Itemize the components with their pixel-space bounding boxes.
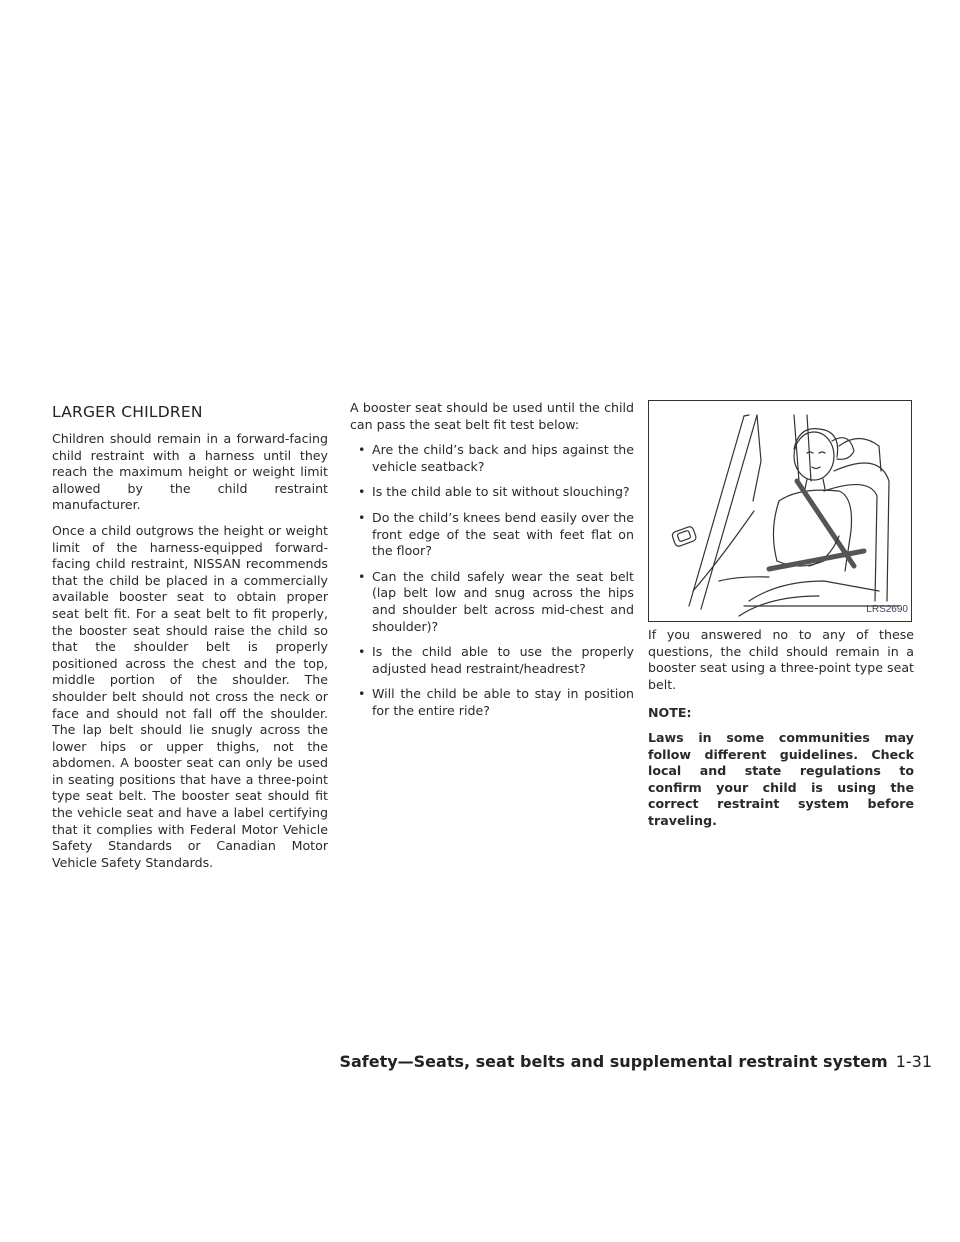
bullet-icon: • — [358, 568, 366, 584]
note-label: NOTE: — [648, 705, 692, 721]
note-text: Laws in some communities may follow different guidelines. Check local and state regulations to confirm your child is using the correct restraint system before traveling. — [648, 729, 914, 828]
footer-section-title: Safety—Seats, seat belts and supplemental restraint system — [339, 1052, 888, 1071]
child-booster-seat-illustration — [648, 400, 912, 622]
fit-test-list — [350, 442, 634, 719]
list-item: • Is the child able to sit without slouching? — [358, 484, 630, 500]
fit-test-intro: A booster seat should be used until the child can pass the seat belt fit test below: — [350, 400, 634, 432]
list-item: • Is the child able to use the properly adjusted head restraint/headrest? — [358, 644, 634, 676]
bullet-icon: • — [358, 442, 366, 458]
column-1 — [52, 402, 328, 871]
list-item: • Will the child be able to stay in position for the entire ride? — [358, 686, 634, 718]
bullet-icon: • — [358, 509, 366, 525]
page-footer — [339, 1052, 932, 1071]
paragraph-forward-facing: Children should remain in a forward-facing child restraint with a harness until they reach the maximum height or weight limit allowed by the child restraint manufacturer. — [52, 431, 328, 513]
list-item: • Are the child’s back and hips against the vehicle seatback? — [358, 442, 634, 474]
bullet-icon: • — [358, 484, 366, 500]
figure-code: LRS2690 — [866, 604, 908, 616]
column-2 — [350, 400, 634, 729]
section-heading: LARGER CHILDREN — [52, 403, 203, 421]
page-number: 1-31 — [895, 1052, 932, 1071]
paragraph-booster-seat: Once a child outgrows the height or weight limit of the harness-equipped forward-facing child restraint, NISSAN recommends that the child be placed in a commercially available booster seat to obtain proper seat belt fit. For a seat belt to fit properly, the booster seat should raise the child so that the shoulder belt is properly positioned across the chest and the top, middle portion of the shoulder. The shoulder belt should not cross the neck or face and should not fall off the shoulder. The lap belt should lie snugly across the lower hips or upper thighs, not the abdomen. A booster seat can only be used in seating positions that have a three-point type seat belt. The booster seat should fit the vehicle seat and have a label certifying that it complies with Federal Motor Vehicle Safety Standards or Canadian Motor Vehicle Safety Standards. — [52, 522, 328, 870]
column-3 — [648, 400, 914, 830]
booster-seat-drawing — [649, 401, 911, 621]
answer-paragraph: If you answered no to any of these questions, the child should remain in a booster seat using a three-point type seat belt. — [648, 627, 914, 692]
bullet-icon: • — [358, 686, 366, 702]
list-item: • Do the child’s knees bend easily over the front edge of the seat with feet flat on the floor? — [358, 509, 634, 559]
bullet-icon: • — [358, 644, 366, 660]
list-item: • Can the child safely wear the seat belt (lap belt low and snug across the hips and shoulder belt across mid-chest and shoulder)? — [358, 568, 634, 634]
